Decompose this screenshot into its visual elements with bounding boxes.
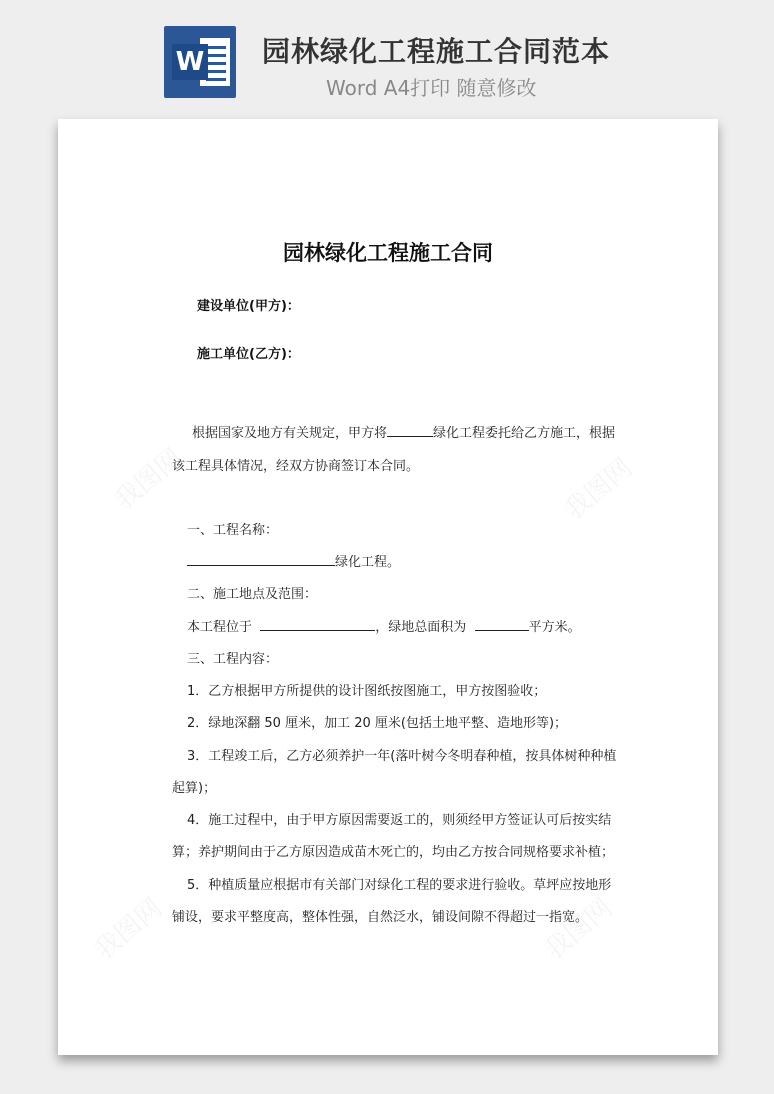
section-2-text-c: 平方米。 — [528, 620, 581, 635]
section-2-text-a: 本工程位于 — [187, 620, 253, 635]
section-1-value — [187, 551, 400, 570]
location-blank — [260, 617, 375, 631]
header-subtitle: Word A4打印 随意修改 — [326, 76, 537, 100]
list-item-5-cont: 铺设，要求平整度高，整体性强，自然泛水，铺设间隙不得超过一指宽。 — [172, 910, 589, 925]
intro-text-1a: 根据国家及地方有关规定，甲方将 — [192, 426, 388, 441]
list-item-3: 3．工程竣工后，乙方必须养护一年(落叶树今冬明春种植，按具体树种种植 — [187, 749, 617, 764]
word-logo-letter: W — [172, 44, 208, 80]
section-3-heading: 三、工程内容： — [187, 652, 279, 667]
project-blank — [387, 423, 433, 437]
header-title: 园林绿化工程施工合同范本 — [262, 35, 611, 68]
page-header — [0, 0, 774, 110]
list-item-5: 5．种植质量应根据市有关部门对绿化工程的要求进行验收。草坪应按地形 — [187, 878, 612, 893]
section-2-line — [187, 616, 581, 635]
document-title: 园林绿化工程施工合同 — [283, 241, 493, 265]
word-document-icon — [164, 26, 236, 98]
section-1-heading: 一、工程名称： — [187, 523, 279, 538]
party-a-label: 建设单位(甲方)： — [197, 299, 300, 314]
party-b-label: 施工单位(乙方)： — [197, 347, 300, 362]
list-item-4: 4．施工过程中，由于甲方原因需要返工的，则须经甲方签证认可后按实结 — [187, 813, 612, 828]
document-page — [58, 119, 718, 1055]
project-name-blank — [187, 552, 335, 566]
watermark — [85, 888, 169, 966]
intro-line-1 — [192, 422, 615, 441]
list-item-2: 2．绿地深翻 50 厘米，加工 20 厘米(包括土地平整、造地形等)； — [187, 716, 568, 731]
intro-line-2: 该工程具体情况，经双方协商签订本合同。 — [172, 459, 420, 474]
section-2-heading: 二、施工地点及范围： — [187, 587, 318, 602]
intro-text-1b: 绿化工程委托给乙方施工，根据 — [433, 426, 616, 441]
watermark — [535, 888, 619, 966]
section-2-text-b: ，绿地总面积为 — [375, 620, 467, 635]
list-item-3-cont: 起算)； — [172, 781, 217, 796]
list-item-1: 1．乙方根据甲方所提供的设计图纸按图施工，甲方按图验收； — [187, 684, 547, 699]
watermark — [555, 448, 639, 526]
list-item-4-cont: 算；养护期间由于乙方原因造成苗木死亡的，均由乙方按合同规格要求补植； — [172, 845, 615, 860]
area-blank — [475, 617, 529, 631]
section-1-value-text: 绿化工程。 — [335, 555, 401, 570]
watermark — [105, 438, 189, 516]
